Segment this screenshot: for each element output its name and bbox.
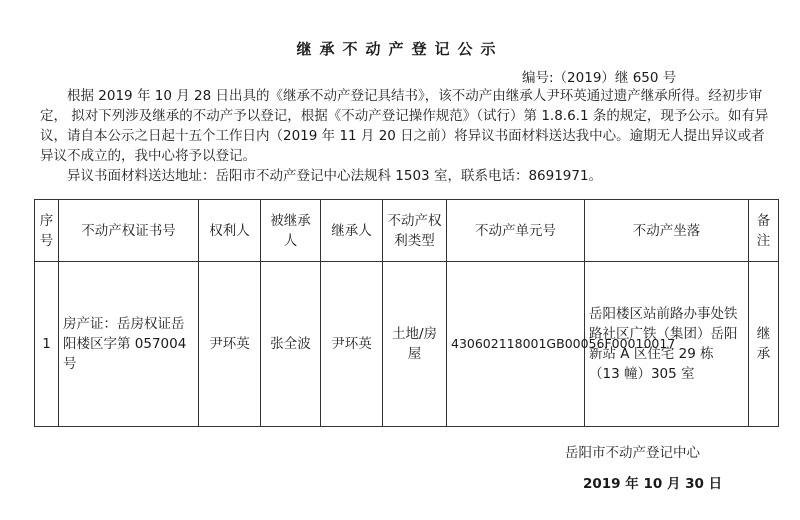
cell-seq: 1 [35,262,59,427]
cell-cert-number: 房产证：岳房权证岳阳楼区字第 057004 号 [59,262,199,427]
issue-date: 2019 年 10 月 30 日 [583,476,723,492]
cell-location: 岳阳楼区站前路办事处铁路社区广铁（集团）岳阳新站 A 区住宅 29 栋（13 幢）305 室 [585,262,749,427]
header-location: 不动产坐落 [585,200,749,262]
table-header-row [35,200,779,262]
cell-owner: 尹环英 [199,262,261,427]
header-seq: 序号 [35,200,59,262]
header-note: 备注 [749,200,779,262]
header-right-type: 不动产权利类型 [383,200,447,262]
notice-paragraph-address: 异议书面材料送达地址：岳阳市不动产登记中心法规科 1503 室，联系电话：8691971。 [67,168,603,184]
document-title: 继承不动产登记公示 [296,40,504,58]
cell-decedent: 张全波 [261,262,321,427]
cell-unit-number: 430602118001GB00056F00010017 [447,262,585,427]
notice-paragraph-main: 根据 2019 年 10 月 28 日出具的《继承不动产登记具结书》，该不动产由继承人尹环英通过遗产继承所得。经初步审定， 拟对下列涉及继承的不动产予以登记，根据《不动产登记操作规范》（试行）第 1.8.6.1 条的规定，现予公示。如有异议，请自本公示之日起十五个工作日内（2019 年 11 月 20 日之前）将异议书面材料送达我中心。逾期无人提出异议或者异议不成立的，我中心将予以登记。 [40,88,769,164]
document-number: 编号:（2019）继 650 号 [522,70,677,86]
table-row [35,262,779,427]
header-owner: 权利人 [199,200,261,262]
header-unit-number: 不动产单元号 [447,200,585,262]
header-heir: 继承人 [321,200,383,262]
cell-note: 继承 [749,262,779,427]
issuing-authority: 岳阳市不动产登记中心 [565,445,700,461]
notice-body [40,86,775,186]
cell-heir: 尹环英 [321,262,383,427]
header-decedent: 被继承人 [261,200,321,262]
header-cert-number: 不动产权证书号 [59,200,199,262]
cell-right-type: 土地/房屋 [383,262,447,427]
registration-table [34,199,779,427]
